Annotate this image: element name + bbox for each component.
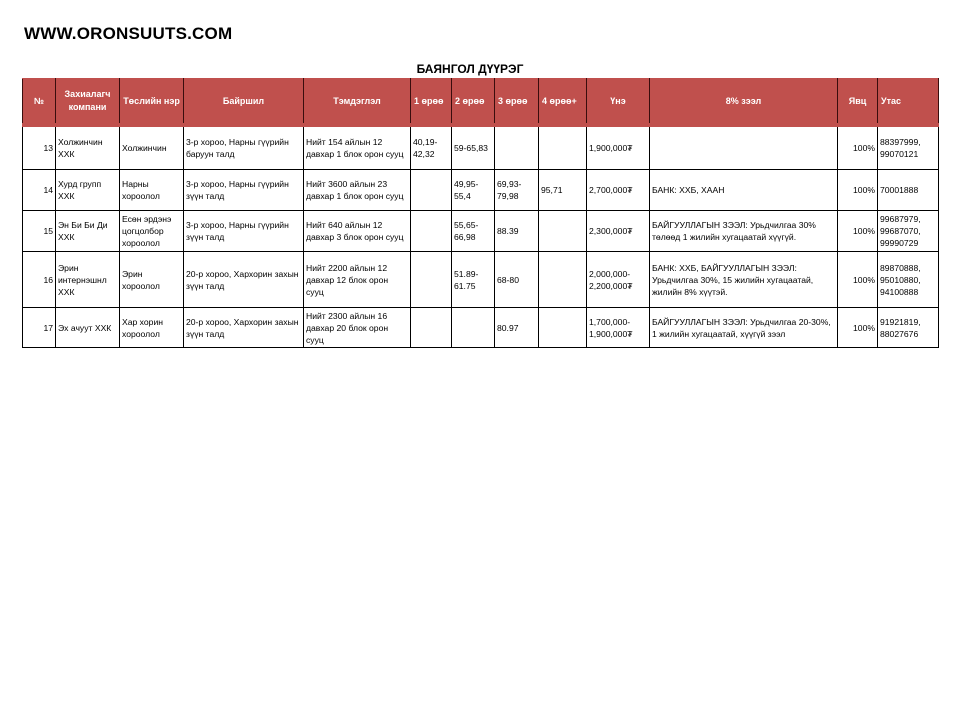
col-header-project: Төслийн нэр <box>120 79 184 126</box>
cell-no: 13 <box>23 125 56 170</box>
cell-note: Нийт 2300 айлын 16 давхар 20 блок орон сууц <box>304 308 411 348</box>
cell-location: 3-р хороо, Нарны гүүрийн зүүн талд <box>184 211 304 252</box>
cell-room3: 69,93-79,98 <box>495 170 539 211</box>
cell-progress: 100% <box>838 252 878 308</box>
cell-project: Хар хорин хороолол <box>120 308 184 348</box>
cell-project: Эрин хороолол <box>120 252 184 308</box>
cell-location: 20-р хороо, Хархорин захын зүүн талд <box>184 252 304 308</box>
table-row <box>23 170 939 211</box>
table-row <box>23 125 939 170</box>
site-logo-text: WWW.ORONSUUTS.COM <box>24 24 233 43</box>
cell-room3: 68-80 <box>495 252 539 308</box>
col-header-price: Үнэ <box>587 79 650 126</box>
cell-room1: 40,19-42,32 <box>411 125 452 170</box>
col-header-phone: Утас <box>878 79 939 126</box>
cell-project: Есөн эрдэнэ цогцолбор хороолол <box>120 211 184 252</box>
col-header-room4: 4 өрөө+ <box>539 79 587 126</box>
table-row <box>23 211 939 252</box>
cell-no: 17 <box>23 308 56 348</box>
cell-room4: 95,71 <box>539 170 587 211</box>
cell-progress: 100% <box>838 308 878 348</box>
cell-room2: 51.89-61.75 <box>452 252 495 308</box>
cell-progress: 100% <box>838 125 878 170</box>
cell-note: Нийт 154 айлын 12 давхар 1 блок орон сууц <box>304 125 411 170</box>
col-header-no: № <box>23 79 56 126</box>
cell-phone: 89870888, 95010880, 94100888 <box>878 252 939 308</box>
col-header-progress: Явц <box>838 79 878 126</box>
cell-location: 20-р хороо, Хархорин захын зүүн талд <box>184 308 304 348</box>
cell-phone: 91921819, 88027676 <box>878 308 939 348</box>
cell-note: Нийт 3600 айлын 23 давхар 1 блок орон сууц <box>304 170 411 211</box>
cell-price: 1,700,000-1,900,000₮ <box>587 308 650 348</box>
cell-room3 <box>495 125 539 170</box>
cell-project: Нарны хороолол <box>120 170 184 211</box>
cell-note: Нийт 640 айлын 12 давхар 3 блок орон сууц <box>304 211 411 252</box>
cell-phone: 99687979, 99687070, 99990729 <box>878 211 939 252</box>
col-header-note: Тэмдэглэл <box>304 79 411 126</box>
cell-progress: 100% <box>838 211 878 252</box>
cell-location: 3-р хороо, Нарны гүүрийн зүүн талд <box>184 170 304 211</box>
cell-loan: БАЙГУУЛЛАГЫН ЗЭЭЛ: Урьдчилгаа 30% төлөөд 1 жилийн хугацаатай хүүгүй. <box>650 211 838 252</box>
col-header-room3: 3 өрөө <box>495 79 539 126</box>
cell-room1 <box>411 170 452 211</box>
cell-loan: БАНК: ХХБ, БАЙГУУЛЛАГЫН ЗЭЭЛ: Урьдчилгаа 30%, 15 жилийн хугацаатай, жилийн 8% хүүтэй. <box>650 252 838 308</box>
cell-no: 16 <box>23 252 56 308</box>
cell-phone: 88397999, 99070121 <box>878 125 939 170</box>
cell-room3: 88.39 <box>495 211 539 252</box>
cell-loan <box>650 125 838 170</box>
col-header-location: Байршил <box>184 79 304 126</box>
cell-price: 1,900,000₮ <box>587 125 650 170</box>
cell-room4 <box>539 308 587 348</box>
cell-no: 14 <box>23 170 56 211</box>
cell-room2: 59-65,83 <box>452 125 495 170</box>
cell-company: Эрин интернэшнл ХХК <box>56 252 120 308</box>
cell-project: Холжинчин <box>120 125 184 170</box>
table-row <box>23 308 939 348</box>
cell-progress: 100% <box>838 170 878 211</box>
cell-room2: 49,95-55,4 <box>452 170 495 211</box>
cell-loan: БАЙГУУЛЛАГЫН ЗЭЭЛ: Урьдчилгаа 20-30%, 1 жилийн хугацаатай, хүүгүй зээл <box>650 308 838 348</box>
cell-room4 <box>539 211 587 252</box>
cell-no: 15 <box>23 211 56 252</box>
cell-room1 <box>411 211 452 252</box>
cell-room2 <box>452 308 495 348</box>
cell-location: 3-р хороо, Нарны гүүрийн баруун талд <box>184 125 304 170</box>
col-header-room1: 1 өрөө <box>411 79 452 126</box>
apartment-table <box>22 78 939 348</box>
cell-room4 <box>539 252 587 308</box>
table-row <box>23 252 939 308</box>
district-title: БАЯНГОЛ ДҮҮРЭГ <box>416 62 524 76</box>
cell-loan: БАНК: ХХБ, ХААН <box>650 170 838 211</box>
table-header-row <box>23 79 939 126</box>
cell-room4 <box>539 125 587 170</box>
cell-company: Холжинчин ХХК <box>56 125 120 170</box>
cell-company: Эх ачуут ХХК <box>56 308 120 348</box>
cell-company: Эн Би Би Ди ХХК <box>56 211 120 252</box>
cell-room1 <box>411 308 452 348</box>
cell-room3: 80.97 <box>495 308 539 348</box>
cell-company: Хурд групп ХХК <box>56 170 120 211</box>
col-header-loan: 8% зээл <box>650 79 838 126</box>
col-header-company: Захиалагч компани <box>56 79 120 126</box>
cell-price: 2,000,000-2,200,000₮ <box>587 252 650 308</box>
cell-price: 2,300,000₮ <box>587 211 650 252</box>
cell-room2: 55,65-66,98 <box>452 211 495 252</box>
col-header-room2: 2 өрөө <box>452 79 495 126</box>
cell-phone: 70001888 <box>878 170 939 211</box>
cell-room1 <box>411 252 452 308</box>
cell-note: Нийт 2200 айлын 12 давхар 12 блок орон сууц <box>304 252 411 308</box>
cell-price: 2,700,000₮ <box>587 170 650 211</box>
